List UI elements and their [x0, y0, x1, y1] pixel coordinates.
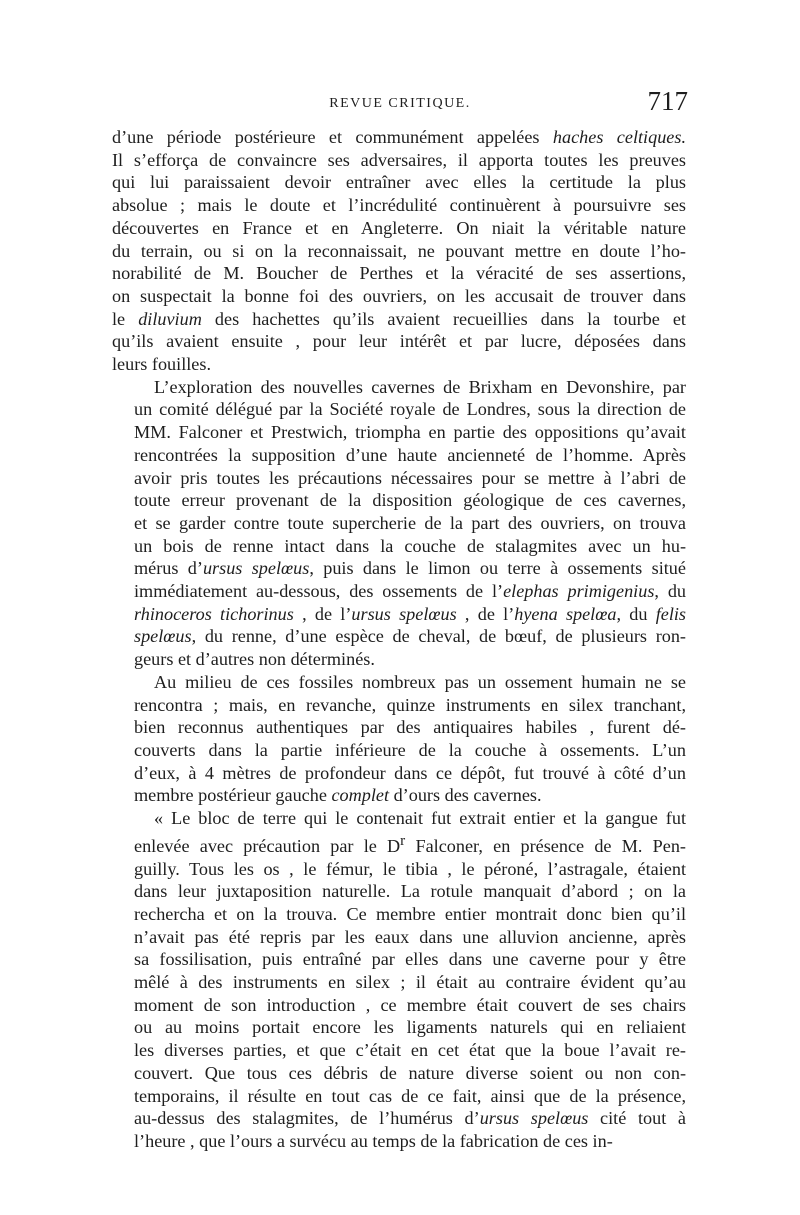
text-line	[112, 353, 686, 376]
text-run: absolue ; mais le doute et l’incrédulité continuèrent à poursuivre ses	[112, 195, 686, 216]
text-run: découvertes en France et en Angleterre. On niait la véritable nature	[112, 217, 686, 238]
text-run: , du renne, d’une espèce de cheval, de bœuf, de plusieurs ron-	[191, 626, 686, 647]
text-run: norabilité de M. Boucher de Perthes et la véracité de ses assertions,	[112, 263, 686, 284]
text-run: mérus d’	[134, 558, 203, 579]
text-line	[112, 444, 686, 467]
text-line	[112, 671, 686, 694]
text-run: ursus spelœus	[351, 603, 457, 624]
paragraph	[112, 671, 686, 807]
page-header	[112, 86, 688, 126]
text-run: et se garder contre toute supercherie de la part des ouvriers, on trouva	[134, 512, 686, 533]
text-run: « Le bloc de terre qui le contenait fut extrait entier et la gangue fut	[154, 808, 686, 829]
text-run: bien reconnus authentiques par des antiquaires habiles , furent dé-	[134, 717, 686, 738]
text-line	[112, 308, 686, 331]
text-run: un comité délégué par la Société royale de Londres, sous la direction de	[134, 399, 686, 420]
text-line	[112, 580, 686, 603]
text-run: Falconer, en présence de M. Pen-	[405, 835, 686, 856]
text-run: toute erreur provenant de la disposition géologique de ces cavernes,	[134, 490, 686, 511]
text-run: qui lui paraissaient devoir entraîner avec elles la certitude la plus	[112, 172, 686, 193]
text-run: , puis dans le limon ou terre à ossements situé	[309, 558, 686, 579]
text-run: d’une période postérieure et communément appelées	[112, 127, 553, 147]
text-run: leurs fouilles.	[112, 354, 212, 375]
text-line	[112, 1130, 686, 1153]
text-run: couverts dans la partie inférieure de la couche à ossements. L’un	[134, 739, 686, 760]
text-run: du terrain, ou si on la reconnaissait, ne pouvant mettre en doute l’ho-	[112, 240, 686, 261]
text-line	[112, 880, 686, 903]
running-title: REVUE CRITIQUE.	[329, 96, 471, 111]
text-run: enlevée avec précaution par le D	[134, 835, 401, 856]
text-line	[112, 535, 686, 558]
text-line	[112, 240, 686, 263]
text-run: ursus spelœus	[479, 1108, 589, 1129]
paragraph	[112, 126, 686, 376]
text-run: rencontra ; mais, en revanche, quinze instruments en silex tranchant,	[134, 694, 686, 715]
text-line	[112, 285, 686, 308]
text-run: hyena spelœa	[514, 603, 617, 624]
text-line	[112, 784, 686, 807]
text-run: , du	[654, 581, 686, 602]
text-run: , du	[616, 603, 656, 624]
text-run: immédiatement au-dessous, des ossements de l’	[134, 581, 504, 602]
text-run: on suspectait la bonne foi des ouvriers, on les accusait de trouver dans	[112, 285, 686, 306]
text-line	[112, 194, 686, 217]
text-run: rechercha et on la trouva. Ce membre entier montrait donc bien qu’il	[134, 903, 686, 924]
text-line	[112, 126, 686, 149]
text-line	[112, 830, 686, 858]
text-run: complet	[331, 785, 390, 806]
text-line	[112, 489, 686, 512]
text-run: au-dessus des stalagmites, de l’humérus d’	[134, 1108, 480, 1129]
text-line	[112, 557, 686, 580]
text-line	[112, 467, 686, 490]
text-line	[112, 1039, 686, 1062]
text-line	[112, 762, 686, 785]
text-line	[112, 807, 686, 830]
text-run: d’ours des cavernes.	[389, 785, 542, 806]
text-run: haches celtiques.	[552, 127, 686, 147]
text-run: Au milieu de ces fossiles nombreux pas un ossement humain ne se	[154, 671, 686, 692]
text-run: guilly. Tous les os , le fémur, le tibia , le péroné, l’astragale, étaient	[134, 858, 686, 879]
text-run: mêlé à des instruments en silex ; il était au contraire évident qu’au	[134, 972, 686, 993]
text-run: , de l’	[456, 603, 515, 624]
text-run: le	[112, 308, 139, 329]
text-line	[112, 648, 686, 671]
text-line	[112, 994, 686, 1017]
text-run: ou au moins portait encore les ligaments naturels qui en reliaient	[134, 1017, 686, 1038]
text-line	[112, 512, 686, 535]
text-run: qu’ils avaient ensuite , pour leur intérêt et par lucre, déposées dans	[112, 331, 686, 352]
text-run: moment de son introduction , ce membre était couvert de ses chairs	[134, 994, 686, 1015]
text-line	[112, 625, 686, 648]
text-line	[112, 217, 686, 240]
text-line	[112, 171, 686, 194]
text-run: les diverses parties, et que c’était en cet état que la boue l’avait re-	[134, 1040, 686, 1061]
text-line	[112, 1016, 686, 1039]
text-run: spelœus	[134, 626, 192, 647]
text-line	[112, 716, 686, 739]
text-run: avoir pris toutes les précautions nécessaires pour se mettre à l’abri de	[134, 467, 686, 488]
text-line	[112, 398, 686, 421]
text-line	[112, 1062, 686, 1085]
text-line	[112, 1085, 686, 1108]
paragraph	[112, 376, 686, 671]
text-run: membre postérieur gauche	[134, 785, 332, 806]
text-run: geurs et d’autres non déterminés.	[134, 649, 375, 670]
text-run: Il s’efforça de convaincre ses adversaires, il apporta toutes les preuves	[112, 149, 686, 170]
text-run: elephas primigenius	[503, 581, 655, 602]
text-line	[112, 1107, 686, 1130]
text-run: diluvium	[138, 308, 202, 329]
text-line	[112, 262, 686, 285]
text-line	[112, 149, 686, 172]
text-line	[112, 694, 686, 717]
text-run: ursus spelœus	[202, 558, 310, 579]
text-run: l’heure , que l’ours a survécu au temps de la fabrication de ces in-	[134, 1131, 613, 1151]
text-run: L’exploration des nouvelles cavernes de Brixham en Devonshire, par	[154, 376, 686, 397]
text-line	[112, 926, 686, 949]
text-run: sa fossilisation, puis entraîné par elles dans une caverne pour y être	[134, 949, 686, 970]
text-run: n’avait pas été repris par les eaux dans une alluvion ancienne, après	[134, 926, 686, 947]
text-run: rhinoceros tichorinus	[134, 603, 294, 624]
text-run: des hachettes qu’ils avaient recueillies dans la tourbe et	[201, 308, 686, 329]
text-line	[112, 948, 686, 971]
text-run: r	[400, 831, 406, 849]
text-run: un bois de renne intact dans la couche de stalagmites avec un hu-	[134, 535, 686, 556]
text-run: felis	[655, 603, 687, 624]
text-run: MM. Falconer et Prestwich, triompha en partie des oppositions qu’avait	[134, 422, 686, 443]
text-line	[112, 421, 686, 444]
text-run: couvert. Que tous ces débris de nature diverse soient ou non con-	[134, 1062, 686, 1083]
text-line	[112, 903, 686, 926]
text-run: , de l’	[293, 603, 352, 624]
text-line	[112, 603, 686, 626]
text-line	[112, 858, 686, 881]
paragraph	[112, 807, 686, 1153]
text-run: temporains, il résulte en tout cas de ce fait, ainsi que de la présence,	[134, 1085, 686, 1106]
text-run: d’eux, à 4 mètres de profondeur dans ce dépôt, fut trouvé à côté d’un	[134, 762, 686, 783]
body-text	[112, 126, 686, 1153]
text-run: rencontrées la supposition d’une haute ancienneté de l’homme. Après	[134, 444, 686, 465]
page-number: 717	[647, 86, 688, 116]
text-line	[112, 376, 686, 399]
text-line	[112, 330, 686, 353]
text-line	[112, 739, 686, 762]
text-run: dans leur juxtaposition naturelle. La rotule manquait d’abord ; on la	[134, 881, 686, 902]
text-run: cité tout à	[588, 1108, 686, 1129]
text-line	[112, 971, 686, 994]
